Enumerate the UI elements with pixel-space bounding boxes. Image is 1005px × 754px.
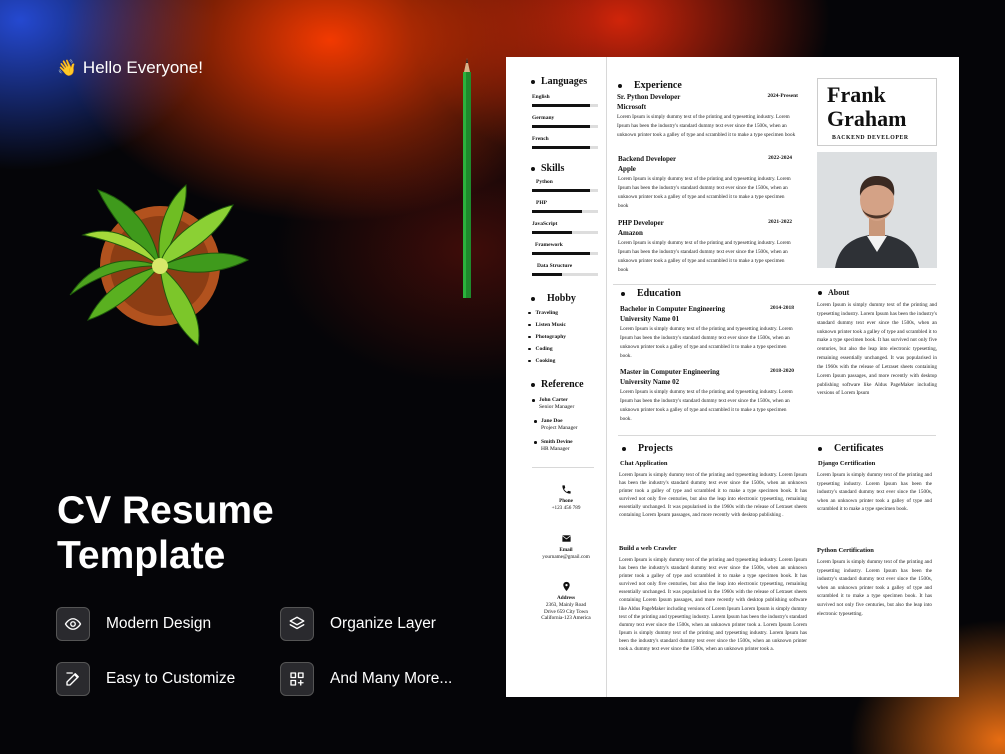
certificate-desc: Lorem Ipsum is simply dummy text of the printing and typesetting industry. Lorem Ipsum has been the industry's standard dummy text ever since the 1500s, when an unknown printer took a galley of type and scrambled it to make a type specimen book. <box>817 472 932 513</box>
skills-heading: Skills <box>531 163 564 174</box>
feature-label: Organize Layer <box>330 615 436 632</box>
contact-email: Email yourname@gmail.com <box>516 533 616 561</box>
contact-phone: Phone +123 456 789 <box>516 484 616 512</box>
page-title <box>57 488 357 578</box>
language-item: Germany <box>532 115 598 128</box>
title-line-1: CV Resume <box>57 489 274 532</box>
greeting <box>57 58 203 78</box>
feature-easy-customize <box>56 662 235 696</box>
feature-label: Modern Design <box>106 615 212 632</box>
grid-plus-icon <box>280 662 314 696</box>
profile-photo <box>817 152 937 268</box>
skill-item: Python <box>532 179 598 192</box>
reference-item: Smith Devine HR Manager <box>541 439 573 453</box>
reference-item: Jane Doe Project Manager <box>541 418 578 432</box>
feature-label: And Many More... <box>330 670 453 687</box>
about-text: Lorem Ipsum is simply dummy text of the printing and typesetting industry. Lorem Ipsum has been the industry's standard dummy text ever since the 1500s, when an unknown printer took a galley of type and scrambled it to make a type specimen book. It has survived not only five centuries, but also the leap into electronic typesetting, remaining essentially unchanged. It was popularised in the 1960s with the release of Letraset sheets containing Lorem Ipsum passages, and more recently with desktop publishing software like Aldus PageMaker including versions of Lorem Ipsum <box>817 302 937 397</box>
hobby-item: Coding <box>528 346 553 352</box>
feature-many-more <box>280 662 452 696</box>
skill-item: Data Structure <box>532 263 598 276</box>
certificate-desc: Lorem Ipsum is simply dummy text of the printing and typesetting industry. Lorem Ipsum has been the industry's standard dummy text ever since the 1500s, when an unknown printer took a galley of type and scrambled it to make a type specimen book. It has survived not only five centuries, but also the leap into electronic typesetting. <box>817 559 932 617</box>
phone-icon <box>561 484 572 495</box>
hobby-heading: Hobby <box>531 293 576 304</box>
skill-item: Framework <box>532 242 598 255</box>
name-card <box>817 78 937 146</box>
eye-icon <box>56 607 90 641</box>
hobby-item: Traveling <box>528 310 558 316</box>
experience-item: PHP Developer Amazon 2021-2022 Lorem Ipsum is simply dummy text of the printing and typesetting industry. Lorem Ipsum has been the industry's standard dummy text ever since the 1500s, when an unknown printer took a galley of type and scrambled it to make a type specimen book <box>618 219 792 273</box>
divider <box>618 435 936 436</box>
language-item: English <box>532 94 598 107</box>
resume-preview <box>506 57 959 697</box>
waving-hand-icon: 👋 <box>57 60 77 77</box>
skill-item: PHP <box>532 200 598 213</box>
experience-heading: Experience <box>618 80 682 91</box>
hobby-item: Photography <box>528 334 566 340</box>
project-desc: Lorem Ipsum is simply dummy text of the printing and typesetting industry. Lorem Ipsum has been the industry's standard dummy text ever since the 1500s, when an unknown printer took a galley of type and scrambled it to make a type specimen book. It has survived not only five centuries, but also the leap into electronic typesetting, remaining essentially unchanged. It was popularised in the 1960s with the release of Letraset sheets containing Lorem Ipsum passages, and more recently with desktop publishing software like Aldus PageMaker including versions of Lorem Ipsum Lorem Ipsum is simply dummy text of the printing and typesetting industry. Lorem Ipsum has been the industry's standard dummy text ever since the 1500s, when an unknown printer took a. Lorem Ipsum Lorem Ipsum is simply dummy text of the printing and typesetting industry. Lorem Ipsum has been the industry's standard dummy text ever since the 1500s, when an unknown printer took a. dummy text ever since the 1500s, when an unknown printer took a. <box>619 557 807 653</box>
hobby-item: Listen Music <box>528 322 566 328</box>
certificates-heading: Certificates <box>818 443 883 454</box>
feature-label: Easy to Customize <box>106 670 236 687</box>
location-pin-icon <box>561 581 572 592</box>
candidate-role: BACKEND DEVELOPER <box>832 135 909 141</box>
divider <box>532 467 594 468</box>
reference-heading: Reference <box>531 379 584 390</box>
skill-item: JavaScript <box>532 221 598 234</box>
projects-heading: Projects <box>622 443 673 454</box>
edit-icon <box>56 662 90 696</box>
candidate-name: Frank Graham <box>827 82 907 131</box>
language-item: French <box>532 136 598 149</box>
about-heading: About <box>818 288 849 297</box>
education-heading: Education <box>621 288 681 299</box>
feature-modern-design <box>56 607 211 641</box>
layers-icon <box>280 607 314 641</box>
certificate-title: Django Certification <box>818 460 876 467</box>
project-title: Build a web Crawler <box>619 545 677 552</box>
contact-address: Address 2363, Mainly Road Drive 659 City Town California-123 America <box>516 581 616 622</box>
education-item: Bachelor in Computer Engineering University Name 01 2014-2018 Lorem Ipsum is simply dummy text of the printing and typesetting industry. Lorem Ipsum has been the industry's standard dummy text ever since the 1500s, when an unknown printer took a galley of type and scrambled it to make a type specimen book. <box>620 305 794 359</box>
title-line-2: Template <box>57 534 226 577</box>
project-desc: Lorem Ipsum is simply dummy text of the printing and typesetting industry. Lorem Ipsum has been the industry's standard dummy text ever since the 1500s, when an unknown printer took a galley of type and scrambled it to make a type specimen book. It has survived not only five centuries, but also the leap into electronic typesetting, remaining essentially unchanged. It was popularised in the 1960s with the release of Letraset sheets containing Lorem Ipsum passages, and more recently with desktop publishing . <box>619 472 807 519</box>
experience-item: Sr. Python Developer Microsoft 2024-Present Lorem Ipsum is simply dummy text of the printing and typesetting industry. Lorem Ipsum has been the industry's standard dummy text ever since the 1500s, when an unknown printer took a galley of type and scrambled it to make a type specimen book <box>617 93 798 138</box>
education-item: Master in Computer Engineering University Name 02 2018-2020 Lorem Ipsum is simply dummy text of the printing and typesetting industry. Lorem Ipsum has been the industry's standard dummy text ever since the 1500s, when an unknown printer took a galley of type and scrambled it to make a type specimen book. <box>620 368 794 422</box>
certificate-title: Python Certification <box>817 547 874 554</box>
mail-icon <box>561 533 572 544</box>
languages-heading: Languages <box>531 76 587 87</box>
reference-item: John Carter Senior Manager <box>539 397 574 411</box>
feature-organize-layer <box>280 607 436 641</box>
experience-item: Backend Developer Apple 2022-2024 Lorem Ipsum is simply dummy text of the printing and typesetting industry. Lorem Ipsum has been the industry's standard dummy text ever since the 1500s, when an unknown printer took a galley of type and scrambled it to make a type specimen book <box>618 155 792 209</box>
hobby-item: Cooking <box>528 358 555 364</box>
potted-plant-image <box>68 180 250 352</box>
project-title: Chat Application <box>620 460 668 467</box>
greeting-text: Hello Everyone! <box>82 58 203 77</box>
divider <box>613 284 936 285</box>
green-pencil-image <box>461 58 473 298</box>
